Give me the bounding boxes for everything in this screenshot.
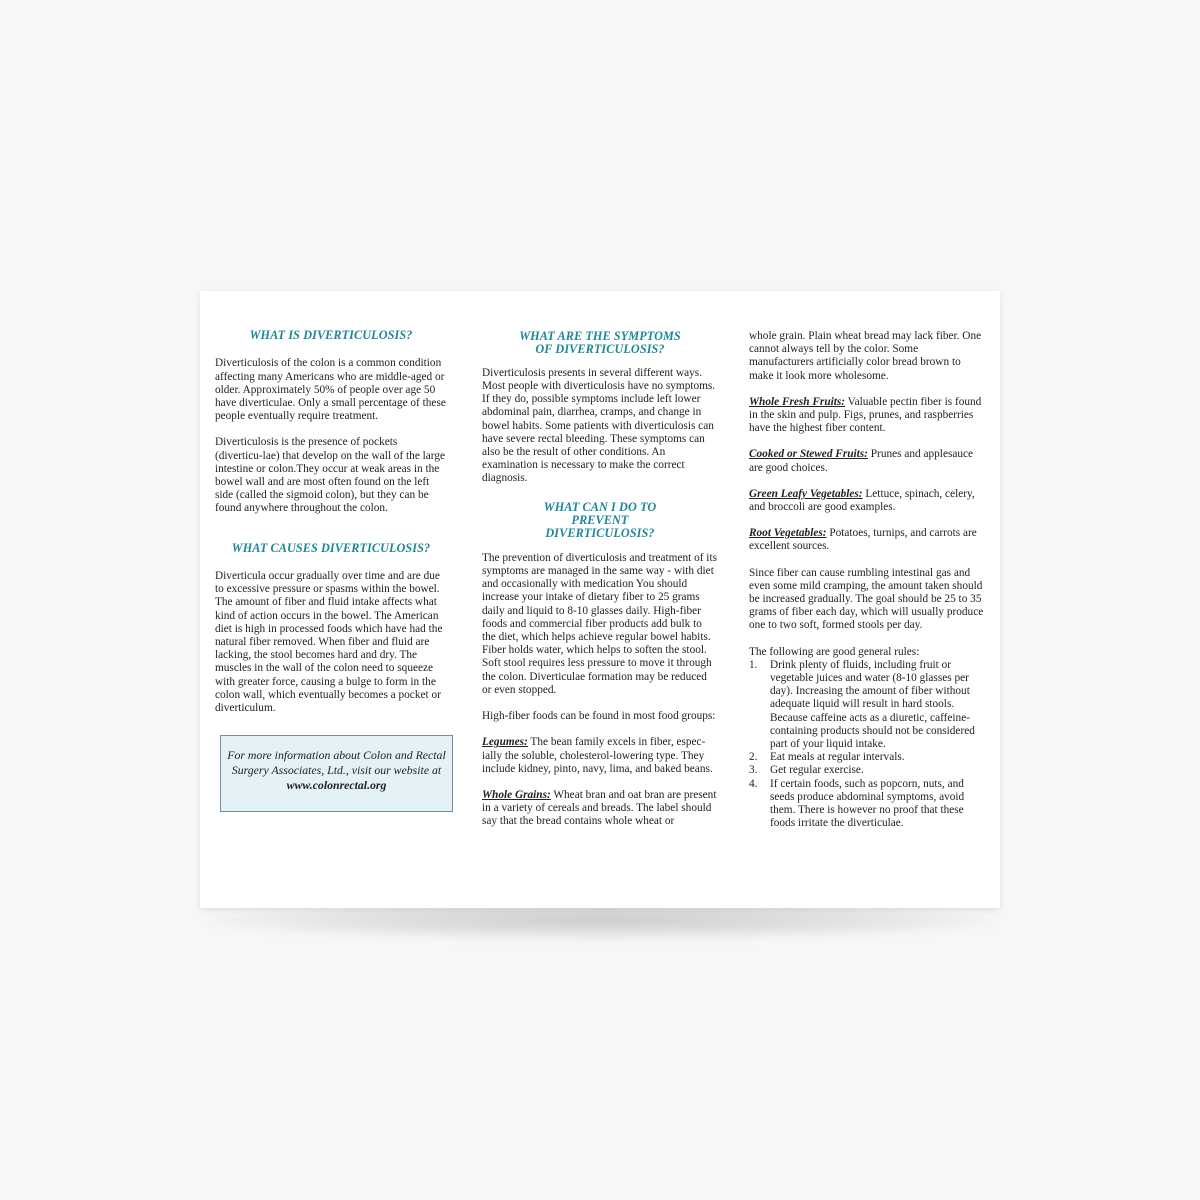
grains-text: Wheat bran and oat bran are present in a variety of cereals and breads. The label should say that the bread contains whole wheat or — [482, 788, 717, 828]
list-text: Drink plenty of fluids, including fruit or vegetable juices and water (8-10 glasses per day). Increasing the amount of fiber without adequate liquid will result in hard stools. Because caffeine acts as a diuretic, caffeine-containing products should not be considered part of your liquid intake. — [770, 658, 975, 751]
heading-what-causes: WHAT CAUSES DIVERTICULOSIS? — [231, 540, 431, 555]
brochure-sheet — [200, 291, 1000, 908]
cooked-text: Prunes and applesauce are good choices. — [749, 448, 974, 474]
list-number: 1. — [749, 658, 758, 671]
column-3 — [749, 330, 985, 831]
list-text: Get regular exercise. — [770, 764, 864, 777]
list-number: 4. — [749, 777, 758, 790]
info-text: For more information about Colon and Rectal Surgery Associates, Ltd., visit our website at — [227, 748, 446, 777]
list-text: Eat meals at regular intervals. — [770, 751, 905, 764]
list-number: 3. — [749, 764, 758, 777]
fruits-paragraph — [749, 396, 985, 436]
grains-label: Whole Grains: — [482, 788, 551, 801]
list-text: If certain foods, such as popcorn, nuts, and seeds produce abdominal symptoms, avoid them. There is however no proof that these foods irritate the diverticulae. — [770, 777, 965, 830]
root-paragraph — [749, 527, 985, 553]
paragraph: Diverticulosis presents in several different ways. Most people with diverticulosis have no symptoms. If they do, possible symptoms include left lower abdominal pain, diarrhea, cramps, and change in bowel habits. Some patients with diverticulosis can have severe rectal bleeding. These symptoms can also be the result of other conditions. An examination is necessary to make the correct diagnosis. — [482, 366, 716, 485]
column-2 — [482, 330, 718, 829]
paragraph: Diverticulosis of the colon is a common condition affecting many Americans who are middle-aged or older. Approximately 50% of people over age 50 have diverticulae. Only a small percentage of these people eventually require treatment. — [215, 357, 446, 423]
column-1 — [215, 329, 447, 715]
heading-symptoms: WHAT ARE THE SYMPTOMS OF DIVERTICULOSIS? — [519, 329, 681, 357]
legumes-label: Legumes: — [482, 736, 528, 749]
root-text: Potatoes, turnips, and carrots are excellent sources. — [749, 527, 977, 553]
legumes-paragraph — [482, 736, 718, 776]
leafy-text: Lettuce, spinach, celery, and broccoli are good examples. — [749, 487, 975, 514]
list-number: 2. — [749, 751, 758, 764]
heading-prevent: WHAT CAN I DO TO PREVENT DIVERTICULOSIS? — [543, 499, 657, 541]
list-item — [749, 778, 985, 831]
list-item — [749, 659, 985, 751]
website-link[interactable]: www.colonrectal.org — [286, 778, 387, 792]
fruits-text: Valuable pectin fiber is found in the skin and pulp. Figs, prunes, and raspberries have the highest fiber content. — [749, 395, 982, 435]
paragraph: whole grain. Plain wheat bread may lack fiber. One cannot always tell by the color. Some manufacturers artificially color bread brown to make it look more wholesome. — [749, 330, 982, 382]
heading-what-is: WHAT IS DIVERTICULOSIS? — [249, 328, 413, 342]
grains-paragraph — [482, 789, 718, 829]
rules-intro: The following are good general rules: — [749, 645, 920, 658]
paragraph: The prevention of diverticulosis and treatment of its symptoms are managed in the same way - with diet and occasionally with medication You should increase your intake of dietary fiber to 25 grams daily and liquid to 8-10 glasses daily. High-fiber foods and commercial fiber products add bulk to the diet, which helps achieve regular bowel habits. Fiber holds water, which helps to soften the stool. Soft stool requires less pressure to move it through the colon. Diverticulae formation may be reduced or even stopped. — [482, 551, 717, 696]
info-box — [220, 735, 453, 812]
list-item — [749, 764, 985, 777]
cooked-label: Cooked or Stewed Fruits: — [749, 448, 868, 461]
paragraph: Diverticulosis is the presence of pockets (diverticu-lae) that develop on the wall of the large intestine or colon.They occur at weak areas in the bowel wall and are most often found on the left side (called the sigmoid colon), but they can be found anywhere throughout the colon. — [215, 436, 446, 515]
root-label: Root Vegetables: — [749, 527, 827, 540]
paragraph: Since fiber can cause rumbling intestinal gas and even some mild cramping, the amount taken should be increased gradually. The goal should be 25 to 35 grams of fiber each day, which will usually produce one to two soft, formed stools per day. — [749, 566, 984, 632]
leafy-paragraph — [749, 488, 985, 514]
leafy-label: Green Leafy Vegetables: — [749, 487, 863, 500]
paragraph: Diverticula occur gradually over time and are due to excessive pressure or spasms within the bowel. The amount of fiber and fluid intake affects what kind of action occurs in the bowel. The American diet is high in processed foods which have had the natural fiber removed. When fiber and fluid are lacking, the stool becomes hard and dry. The muscles in the wall of the colon need to squeeze with greater force, causing a bulge to form in the colon wall, which eventually becomes a pocket or diverticulum. — [215, 570, 443, 715]
cooked-paragraph — [749, 448, 985, 474]
rules-list — [749, 659, 985, 831]
paragraph: High-fiber foods can be found in most food groups: — [482, 710, 716, 723]
legumes-text: The bean family excels in fiber, espec-ially the soluble, cholesterol-lowering type. They include kidney, pinto, navy, lima, and baked beans. — [482, 736, 713, 775]
fruits-label: Whole Fresh Fruits: — [749, 395, 846, 408]
list-item — [749, 751, 985, 764]
